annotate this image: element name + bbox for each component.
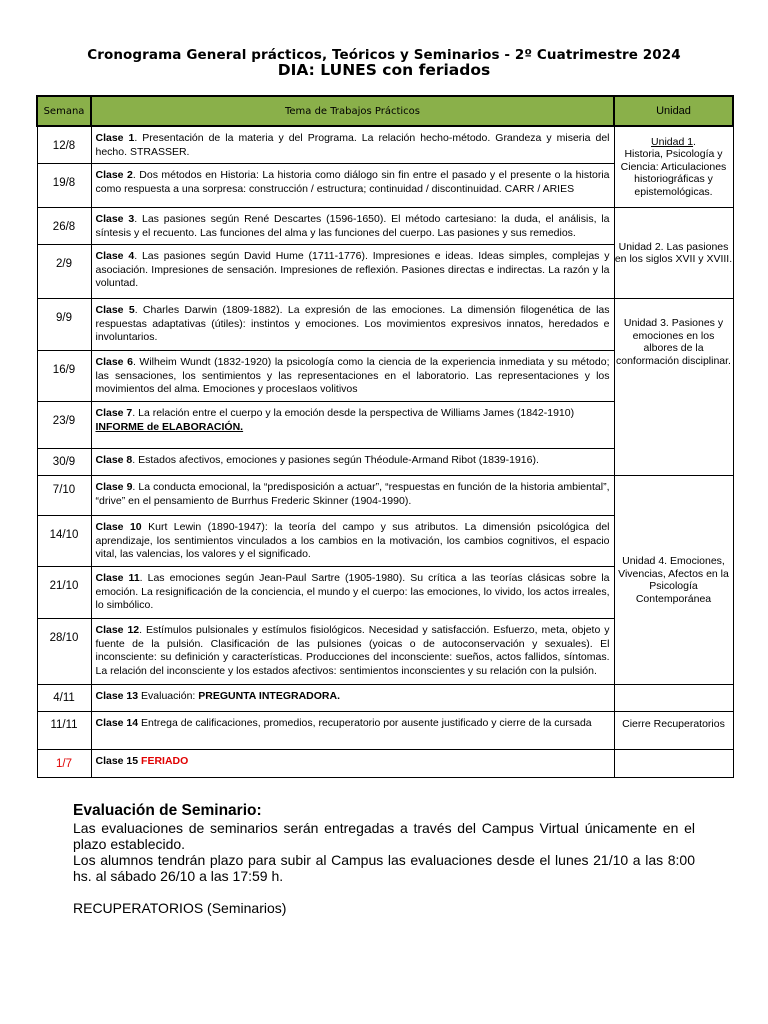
pregunta-integradora: PREGUNTA INTEGRADORA. xyxy=(198,690,340,702)
recuperatorios-line: RECUPERATORIOS (Seminarios) xyxy=(73,900,287,916)
unit-3-cell: Unidad 3. Pasiones y emociones en los albores de la conformación disciplinar. xyxy=(614,299,733,476)
week-date: 16/9 xyxy=(37,351,91,402)
class-label: Clase 4 xyxy=(95,250,135,262)
class-text: Evaluación: xyxy=(138,690,199,702)
class-topic xyxy=(91,208,614,245)
class-topic xyxy=(91,245,614,299)
class-label: Clase 5 xyxy=(95,304,135,316)
class-text: Kurt Lewin (1890-1947): la teoría del campo y sus atributos. La dimensión psicológica del aprendizaje, los sentimientos vinculados a los cambios en la motivación, los cambios cognitivos, el espacio vital, las valencias, los valores y el significado. xyxy=(95,521,610,560)
class-text: . Las emociones según Jean-Paul Sartre (1905-1980). Su crítica a las teorías clásicas sobre la emoción. La resignificación de la conciencia, el mundo y el cuerpo: las emociones, lo vivido, los actos irreales, lo simbólico. xyxy=(95,572,610,611)
week-date: 11/11 xyxy=(37,712,91,750)
class-text: . Charles Darwin (1809-1882). La expresión de las emociones. La dimensión filogenética de las respuestas adaptativas (útiles): instintos y emociones. Los movimientos expresivos innatos, heredados e involuntarios. xyxy=(95,304,610,343)
unit-empty-cell xyxy=(614,685,733,712)
week-date: 4/11 xyxy=(37,685,91,712)
class-text: . Dos métodos en Historia: La historia como diálogo sin fin entre el pasado y el presente o la historia como respuesta a una sorpresa: construcción / estructura; continuidad / discontinuidad. CARR / ARIES xyxy=(95,169,610,195)
class-label: Clase 8 xyxy=(95,454,133,466)
class-topic xyxy=(91,567,614,619)
class-topic xyxy=(91,750,614,778)
table-row xyxy=(37,476,733,516)
class-topic xyxy=(91,299,614,351)
class-label: Clase 7 xyxy=(95,407,133,419)
class-label: Clase 10 xyxy=(95,521,142,533)
table-row xyxy=(37,299,733,351)
class-topic xyxy=(91,402,614,449)
table-row xyxy=(37,750,733,778)
class-topic xyxy=(91,449,614,476)
class-text: . La relación entre el cuerpo y la emoción desde la perspectiva de Williams James (1842-1910) xyxy=(132,407,575,419)
week-date: 7/10 xyxy=(37,476,91,516)
informe-label: INFORME de ELABORACIÓN. xyxy=(95,420,244,433)
page-subtitle: DIA: LUNES con feriados xyxy=(277,61,491,79)
page-title: Cronograma General prácticos, Teóricos y Seminarios - 2º Cuatrimestre 2024 xyxy=(87,47,681,63)
class-text: . Estímulos pulsionales y estímulos fisiológicos. Necesidad y satisfacción. Esfuerzo, meta, objeto y fuente de la pulsión. Clasificación de las pulsiones (yoicas o de autoconservación y sexuales). El inconsciente: su definición y características. Producciones del inconsciente: sueños, actos fallidos, síntomas. La relación del inconsciente y los estados afectivos: sentimientos inconscientes y su relación con la pulsión. xyxy=(95,624,610,677)
table-row xyxy=(37,712,733,750)
table-header-row xyxy=(37,96,733,126)
class-label: Clase 9 xyxy=(95,481,133,493)
week-date: 23/9 xyxy=(37,402,91,449)
table-row xyxy=(37,685,733,712)
week-date: 26/8 xyxy=(37,208,91,245)
class-text: . La conducta emocional, la “predisposición a actuar”, “respuestas en función de la historia ambiental”, “drive” en el pensamiento de Burrhus Frederic Skinner (1904-1990). xyxy=(95,481,610,507)
class-label: Clase 14 xyxy=(95,717,139,729)
header-unidad: Unidad xyxy=(614,96,733,126)
class-topic xyxy=(91,685,614,712)
class-label: Clase 3 xyxy=(95,213,135,225)
class-topic xyxy=(91,476,614,516)
class-label: Clase 15 xyxy=(95,755,139,767)
week-date: 1/7 xyxy=(37,750,91,778)
week-date: 30/9 xyxy=(37,449,91,476)
week-date: 28/10 xyxy=(37,619,91,685)
evaluation-paragraph-2: Los alumnos tendrán plazo para subir al Campus las evaluaciones desde el lunes 21/10 a las 8:00 hs. al sábado 26/10 a las 17:59 h. xyxy=(73,852,695,884)
week-date: 2/9 xyxy=(37,245,91,299)
class-topic xyxy=(91,351,614,402)
schedule-table xyxy=(36,95,734,778)
class-label: Clase 13 xyxy=(95,690,139,702)
evaluation-paragraph-1: Las evaluaciones de seminarios serán entregadas a través del Campus Virtual únicamente en el plazo establecido. xyxy=(73,820,695,852)
unit-empty-cell xyxy=(614,750,733,778)
class-label: Clase 2 xyxy=(95,169,133,181)
week-date: 19/8 xyxy=(37,164,91,208)
unit-1-title: Unidad 1 xyxy=(651,135,694,148)
header-semana: Semana xyxy=(37,96,91,126)
week-date: 21/10 xyxy=(37,567,91,619)
unit-1-dot: . xyxy=(693,135,696,148)
class-topic xyxy=(91,516,614,567)
class-label: Clase 6 xyxy=(95,356,133,368)
class-label: Clase 12 xyxy=(95,624,140,636)
week-date: 12/8 xyxy=(37,126,91,164)
unit-1-cell xyxy=(614,126,733,208)
class-text: . Las pasiones según David Hume (1711-1776). Impresiones e ideas. Ideas simples, complejas y asociación. Impresiones de sensación. Impresiones de reflexión. Pasiones directas e indirectas. La razón y la voluntad. xyxy=(95,250,610,289)
table-row xyxy=(37,208,733,245)
class-text: . Las pasiones según René Descartes (1596-1650). El método cartesiano: la duda, el análisis, la síntesis y el recuento. Las funciones del alma y las funciones del cuerpo. Las pasiones y sus remedios. xyxy=(95,213,610,239)
unit-1-text: Historia, Psicología y Ciencia: Articulaciones historiográficas y epistemológicas. xyxy=(620,148,727,198)
class-topic xyxy=(91,126,614,164)
unit-4-cell: Unidad 4. Emociones, Vivencias, Afectos en la Psicología Contemporánea xyxy=(614,476,733,685)
week-date: 9/9 xyxy=(37,299,91,351)
cierre-cell: Cierre Recuperatorios xyxy=(614,712,733,750)
class-text: . Wilheim Wundt (1832-1920) la psicología como la ciencia de la experiencia inmediata y su método; las sensaciones, los sentimientos y las representaciones en el laboratorio. Las representaciones y los movimientos del alma. Emociones y procesIaos volitivos xyxy=(95,356,610,395)
feriado-label: FERIADO xyxy=(141,755,189,767)
class-text: . Presentación de la materia y del Programa. La relación hecho-método. Grandeza y miseria del hecho. STRASSER. xyxy=(95,132,610,158)
class-topic xyxy=(91,712,614,750)
header-tema: Tema de Trabajos Prácticos xyxy=(91,96,614,126)
class-label: Clase 11 xyxy=(95,572,140,584)
evaluation-section xyxy=(73,803,695,916)
unit-2-cell: Unidad 2. Las pasiones en los siglos XVII y XVIII. xyxy=(614,208,733,299)
class-text: . Estados afectivos, emociones y pasiones según Théodule-Armand Ribot (1839-1916). xyxy=(132,454,539,466)
class-topic xyxy=(91,164,614,208)
evaluation-title: Evaluación de Seminario: xyxy=(73,802,262,819)
table-row xyxy=(37,126,733,164)
class-text: Entrega de calificaciones, promedios, recuperatorio por ausente justificado y cierre de la cursada xyxy=(138,717,592,729)
class-topic xyxy=(91,619,614,685)
class-label: Clase 1 xyxy=(95,132,135,144)
week-date: 14/10 xyxy=(37,516,91,567)
